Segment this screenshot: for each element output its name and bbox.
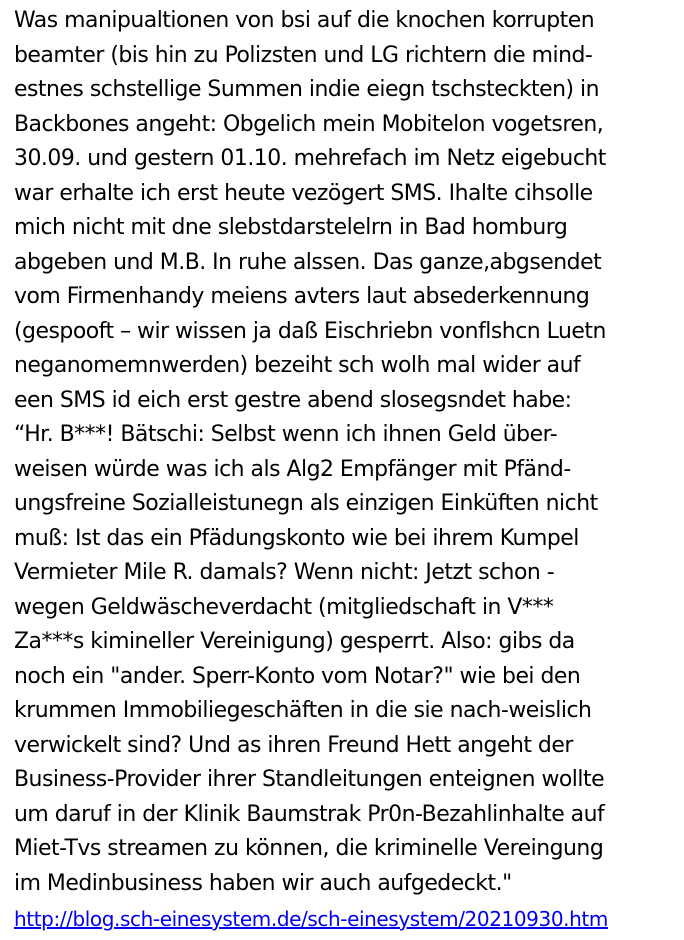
text-line: beamter (bis hin zu Polizsten und LG richtern die mind- <box>14 42 593 68</box>
text-line: ungsfreine Sozialleistunegn als einzigen Einküften nicht <box>14 491 598 516</box>
text-line: Was manipualtionen von bsi auf die knochen korrupten <box>14 8 595 33</box>
text-line: war erhalte ich erst heute vezögert SMS. Ihalte cihsolle <box>14 180 593 206</box>
body-text <box>14 4 682 901</box>
text-line: Miet-Tvs streamen zu können, die kriminelle Vereingung <box>14 836 604 861</box>
text-line: (gespooft – wir wissen ja daß Eischriebn vonflshcn Luetn <box>14 318 606 344</box>
text-line: wegen Geldwäscheverdacht (mitgliedschaft in V*** <box>14 594 554 620</box>
text-line: muß: Ist das ein Pfädungskonto wie bei ihrem Kumpel <box>14 525 579 551</box>
text-line: um daruf in der Klinik Baumstrak Pr0n-Bezahlinhalte auf <box>14 801 605 827</box>
text-line: noch ein "ander. Sperr-Konto vom Notar?" wie bei den <box>14 663 581 689</box>
text-line: Za***s kimineller Vereinigung) gesperrt. Also: gibs da <box>14 629 575 654</box>
text-line: abgeben und M.B. In ruhe alssen. Das ganze,abgsendet <box>14 249 602 275</box>
text-line: Backbones angeht: Obgelich mein Mobitelon vogetsren, <box>14 111 604 137</box>
text-line: verwickelt sind? Und as ihren Freund Hett angeht der <box>14 732 573 758</box>
text-line: “Hr. B***! Bätschi: Selbst wenn ich ihnen Geld über- <box>14 422 558 447</box>
text-line: weisen würde was ich als Alg2 Empfänger mit Pfänd- <box>14 456 571 482</box>
text-line: Vermieter Mile R. damals? Wenn nicht: Jetzt schon - <box>14 560 555 585</box>
source-link[interactable]: http://blog.sch-einesystem.de/sch-einesystem/20210930.htm <box>14 907 608 931</box>
text-line: krummen Immobiliegeschäften in die sie nach-weislich <box>14 698 592 723</box>
text-line: mich nicht mit dne slebstdarstelelrn in Bad homburg <box>14 215 568 240</box>
text-line: im Medinbusiness haben wir auch aufgedeckt." <box>14 870 512 896</box>
text-line: 30.09. und gestern 01.10. mehrefach im Netz eigebucht <box>14 146 606 171</box>
text-line: vom Firmenhandy meiens avters laut absederkennung <box>14 284 590 309</box>
text-line: estnes schstellige Summen indie eiegn tschsteckten) in <box>14 77 600 102</box>
text-line: neganomemnwerden) bezeiht sch wolh mal wider auf <box>14 353 581 378</box>
text-line: Business-Provider ihrer Standleitungen enteignen wollte <box>14 767 605 792</box>
text-line: een SMS id eich erst gestre abend slosegsndet habe: <box>14 387 572 413</box>
